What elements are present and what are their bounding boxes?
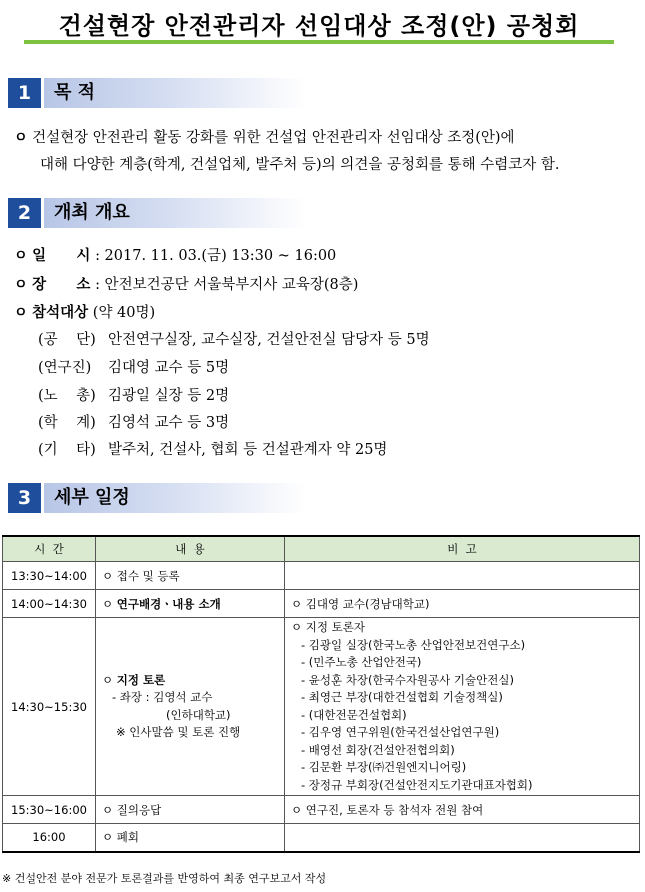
panelist: - (민주노총 산업안전국) <box>301 655 422 669</box>
header-time: 시 간 <box>3 536 96 562</box>
attendee-row: (노 총) 김광일 실장 등 2명 <box>38 388 230 404</box>
panelist: - 장정규 부회장(건설안전지도기관대표자협회) <box>301 777 533 792</box>
row-note <box>285 824 640 852</box>
row-content: ㅇ 지정 토론 - 좌장 : 김영석 교수 (인하대학교) ※ 인사말씀 및 토론 진행 <box>96 618 285 796</box>
purpose-line-1: ㅇ 건설현장 안전관리 활동 강화를 위한 건설업 안전관리자 선임대상 조정(안)에 <box>14 130 515 146</box>
attendee-row: (공 단) 안전연구실장, 교수실장, 건설안전실 담당자 등 5명 <box>38 332 430 348</box>
section-header-purpose <box>8 78 308 108</box>
row-note: ㅇ 김대영 교수(경남대학교) <box>285 590 640 618</box>
row-time: 16:00 <box>3 824 96 852</box>
table-row <box>3 590 640 618</box>
row-time: 14:30~15:30 <box>3 618 96 796</box>
table-row <box>3 796 640 824</box>
row-content: ㅇ 접수 및 등록 <box>96 562 285 590</box>
section-label: 개최 개요 <box>54 202 130 223</box>
row-time: 15:30~16:00 <box>3 796 96 824</box>
place-value: : 안전보건공단 서울북부지사 교육장(8층) <box>95 277 359 293</box>
bullet-icon: ㅇ <box>14 305 28 321</box>
row-time: 13:30~14:00 <box>3 562 96 590</box>
row-time: 14:00~14:30 <box>3 590 96 618</box>
section-label: 세부 일정 <box>54 487 130 508</box>
date-label: 일 시 <box>32 247 91 264</box>
panelist: - 김문환 부장(㈜건원엔지니어링) <box>301 760 467 774</box>
document-title: 건설현장 안전관리자 선임대상 조정(안) 공청회 <box>58 12 580 40</box>
section-header-schedule <box>8 483 308 513</box>
row-content: ㅇ 질의응답 <box>96 796 285 824</box>
section-number: 2 <box>8 198 41 228</box>
overview-place <box>14 273 358 294</box>
footnote: ※ 건설안전 분야 전문가 토론결과를 반영하여 최종 연구보고서 작성 <box>2 872 327 885</box>
row-content: ㅇ 연구배경ㆍ내용 소개 <box>96 590 285 618</box>
panelist: - 김광일 실장(한국노총 산업안전보건연구소) <box>301 637 526 652</box>
table-row <box>3 824 640 852</box>
place-label: 장 소 <box>32 276 91 293</box>
bullet-icon: ㅇ <box>14 277 28 293</box>
bullet-icon: ㅇ <box>14 130 28 146</box>
attendee-row: (연구진) 김대영 교수 등 5명 <box>38 360 230 376</box>
attendee-row: (기 타) 발주처, 건설사, 협회 등 건설관계자 약 25명 <box>38 442 388 458</box>
table-row <box>3 562 640 590</box>
row-content: ㅇ 폐회 <box>96 824 285 852</box>
attendee-row: (학 계) 김영석 교수 등 3명 <box>38 415 230 431</box>
header-content: 내 용 <box>96 536 285 562</box>
date-value: : 2017. 11. 03.(금) 13:30 ~ 16:00 <box>95 248 337 264</box>
purpose-line-2: 대해 다양한 계층(학계, 건설업체, 발주처 등)의 의견을 공청회를 통해 수렴코자 함. <box>40 157 560 173</box>
row-note <box>285 562 640 590</box>
attendees-count: (약 40명) <box>92 305 156 321</box>
section-header-overview <box>8 198 308 228</box>
panelist: - 윤성훈 차장(한국수자원공사 기술안전실) <box>301 672 514 687</box>
bullet-icon: ㅇ <box>14 248 28 264</box>
panelist: - 배영선 회장(건설안전협의회) <box>301 742 455 757</box>
header-note: 비 고 <box>285 536 640 562</box>
document-title-block <box>24 4 614 42</box>
section-number: 1 <box>8 78 41 108</box>
overview-date <box>14 244 336 265</box>
panelist: - (대한전문건설협회) <box>301 707 407 722</box>
title-underline <box>24 40 614 44</box>
row-note: ㅇ 연구진, 토론자 등 참석자 전원 참여 <box>285 796 640 824</box>
attendees-label: 참석대상 <box>32 304 89 321</box>
table-header-row <box>3 536 640 562</box>
schedule-table <box>2 535 640 853</box>
table-row <box>3 618 640 796</box>
section-label: 목 적 <box>54 82 96 103</box>
panelist: - 김우영 연구위원(한국건설산업연구원) <box>301 725 500 739</box>
overview-attendees <box>14 301 155 322</box>
section-number: 3 <box>8 483 41 513</box>
row-note: ㅇ 지정 토론자 - 김광일 실장(한국노총 산업안전보건연구소) - (민주노총 산업안전국) - 윤성훈 차장(한국수자원공사 기술안전실) - 최영근 부장(대한건설협회 기술정책실) - (대한전문건설협회) - 김우영 연구위원(한국건설산업연구원) - 배영선 회장(건설안전협의회) - 김문환 부장(㈜건원엔지니어링) - 장정규 부회장(건설안전지도기관대표자협회) <box>285 618 640 796</box>
panelist: - 최영근 부장(대한건설협회 기술정책실) <box>301 690 503 704</box>
